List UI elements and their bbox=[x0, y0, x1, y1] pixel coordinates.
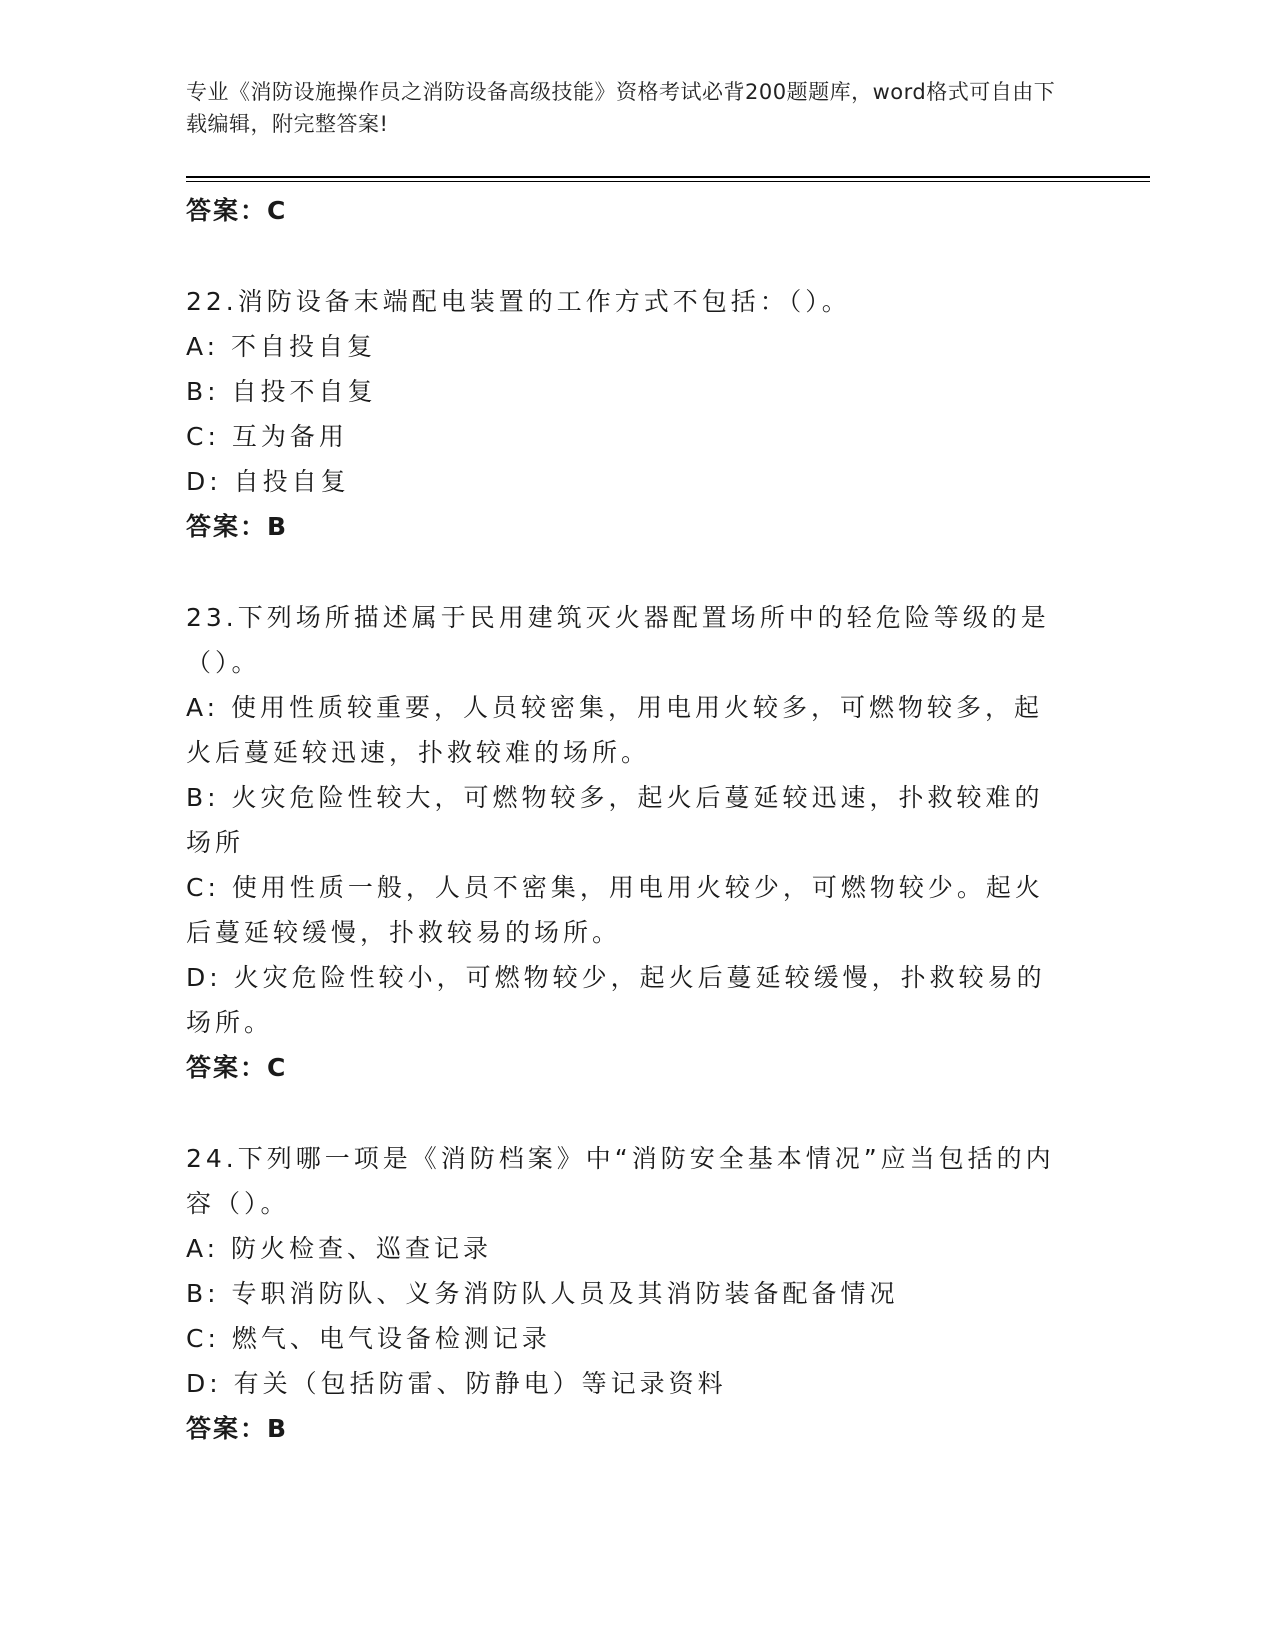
document-header: 专业《消防设施操作员之消防设备高级技能》资格考试必背200题题库，word格式可自由下载编辑，附完整答案! bbox=[186, 80, 1056, 136]
option-label: B: bbox=[186, 377, 220, 406]
option-c bbox=[186, 1316, 1066, 1361]
question-24 bbox=[186, 1136, 1066, 1451]
option-label: A: bbox=[186, 332, 220, 361]
option-a bbox=[186, 324, 1066, 369]
option-label: A: bbox=[186, 1234, 220, 1263]
question-stem: 24.下列哪一项是《消防档案》中“消防安全基本情况”应当包括的内容（）。 bbox=[186, 1144, 1055, 1218]
option-text: 不自投自复 bbox=[231, 332, 377, 361]
document-body bbox=[186, 188, 1066, 1451]
option-label: B: bbox=[186, 783, 220, 812]
option-d bbox=[186, 955, 1066, 1045]
option-label: D: bbox=[186, 467, 222, 496]
option-b bbox=[186, 1271, 1066, 1316]
answer-line: 答案：C bbox=[186, 1053, 288, 1082]
option-text: 专职消防队、义务消防队人员及其消防装备配备情况 bbox=[231, 1279, 899, 1308]
option-text: 使用性质一般，人员不密集，用电用火较少，可燃物较少。起火后蔓延较缓慢，扑救较易的场所。 bbox=[186, 873, 1044, 947]
option-text: 使用性质较重要，人员较密集，用电用火较多，可燃物较多，起火后蔓延较迅速，扑救较难的场所。 bbox=[186, 693, 1044, 767]
answer-line: 答案：C bbox=[186, 196, 288, 225]
answer-line: 答案：B bbox=[186, 1414, 289, 1443]
option-c bbox=[186, 865, 1066, 955]
option-label: C: bbox=[186, 873, 220, 902]
option-a bbox=[186, 685, 1066, 775]
option-c bbox=[186, 414, 1066, 459]
header-rule-thin bbox=[186, 181, 1150, 182]
option-label: B: bbox=[186, 1279, 220, 1308]
header-rule-thick bbox=[186, 176, 1150, 178]
option-b bbox=[186, 775, 1066, 865]
option-text: 有关（包括防雷、防静电）等记录资料 bbox=[233, 1369, 727, 1398]
answer-line: 答案：B bbox=[186, 512, 289, 541]
question-23 bbox=[186, 595, 1066, 1090]
option-label: C: bbox=[186, 422, 220, 451]
option-label: D: bbox=[186, 1369, 222, 1398]
option-text: 燃气、电气设备检测记录 bbox=[231, 1324, 551, 1353]
option-d bbox=[186, 459, 1066, 504]
option-a bbox=[186, 1226, 1066, 1271]
option-label: A: bbox=[186, 693, 220, 722]
option-text: 防火检查、巡查记录 bbox=[231, 1234, 493, 1263]
question-stem: 22.消防设备末端配电装置的工作方式不包括：（）。 bbox=[186, 287, 851, 316]
option-label: D: bbox=[186, 963, 222, 992]
option-text: 互为备用 bbox=[231, 422, 348, 451]
option-text: 火灾危险性较小，可燃物较少，起火后蔓延较缓慢，扑救较易的场所。 bbox=[186, 963, 1046, 1037]
option-label: C: bbox=[186, 1324, 220, 1353]
option-d bbox=[186, 1361, 1066, 1406]
question-22 bbox=[186, 279, 1066, 549]
option-text: 自投自复 bbox=[233, 467, 350, 496]
option-text: 自投不自复 bbox=[231, 377, 377, 406]
option-b bbox=[186, 369, 1066, 414]
option-text: 火灾危险性较大，可燃物较多，起火后蔓延较迅速，扑救较难的场所 bbox=[186, 783, 1044, 857]
question-stem: 23.下列场所描述属于民用建筑灭火器配置场所中的轻危险等级的是（）。 bbox=[186, 603, 1050, 677]
